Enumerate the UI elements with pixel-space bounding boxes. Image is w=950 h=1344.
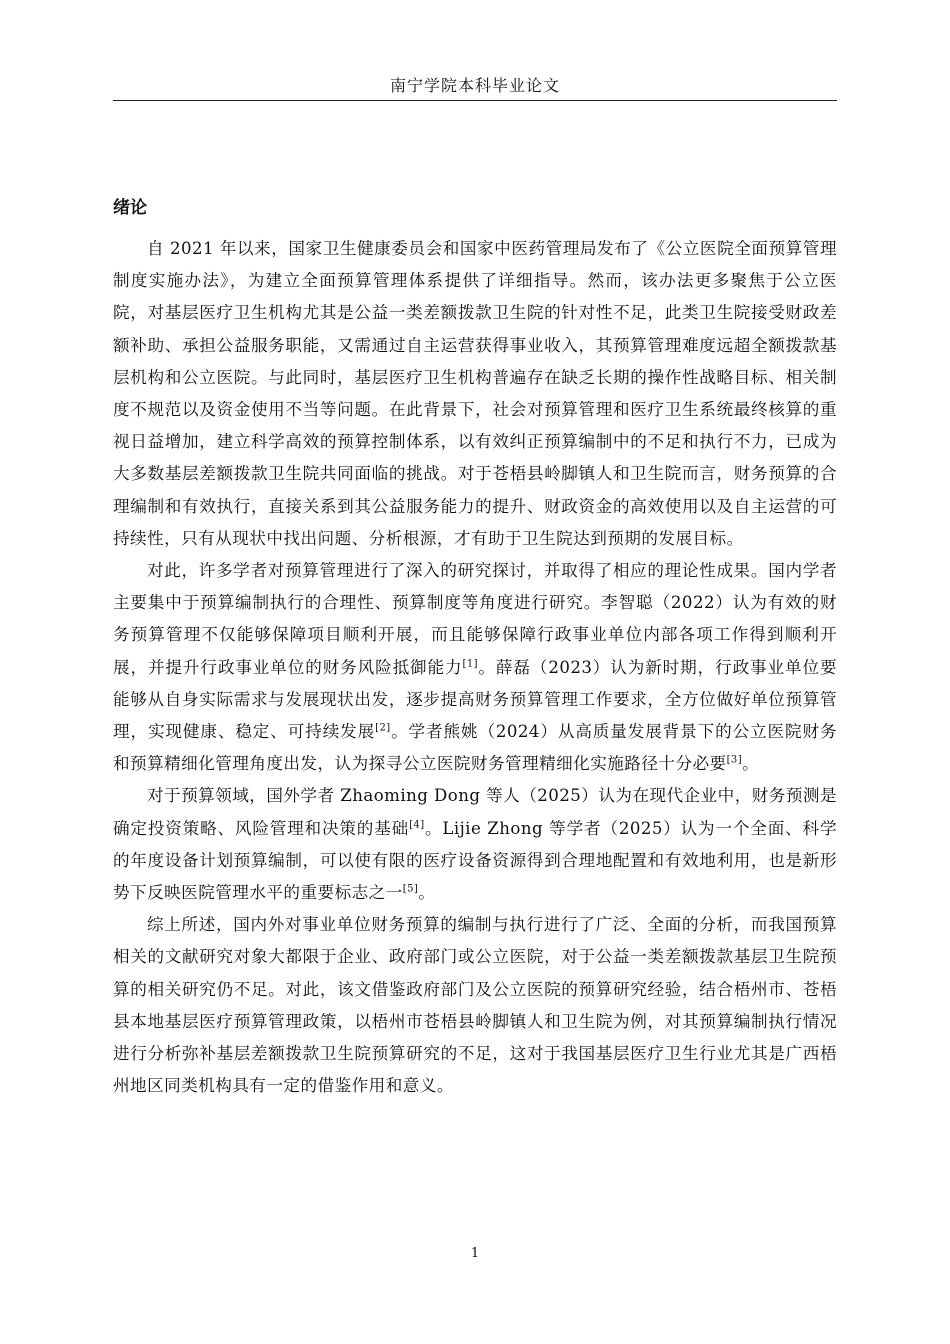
- section-heading: 绪论: [113, 198, 147, 218]
- paragraph-2-text: 。: [742, 754, 760, 774]
- citation-4: [4]: [409, 819, 425, 831]
- paragraph-3-text: 。: [418, 883, 436, 903]
- paragraph-1: 自 2021 年以来，国家卫生健康委员会和国家中医药管理局发布了《公立医院全面预算管理制度实施办法》，为建立全面预算管理体系提供了详细指导。然而，该办法更多聚焦于公立医院，对基层医疗卫生机构尤其是公益一类差额拨款卫生院的针对性不足，此类卫生院接受财政差额补助、承担公益服务职能，又需通过自主运营获得事业收入，其预算管理难度远超全额拨款基层机构和公立医院。与此同时，基层医疗卫生机构普遍存在缺乏长期的操作性战略目标、相关制度不规范以及资金使用不当等问题。在此背景下，社会对预算管理和医疗卫生系统最终核算的重视日益增加，建立科学高效的预算控制体系，以有效纠正预算编制中的不足和执行不力，已成为大多数基层差额拨款卫生院共同面临的挑战。对于苍梧县岭脚镇人和卫生院而言，财务预算的合理编制和有效执行，直接关系到其公益服务能力的提升、财政资金的高效使用以及自主运营的可持续性，只有从现状中找出问题、分析根源，才有助于卫生院达到预期的发展目标。: [113, 239, 837, 548]
- header-rule: [113, 100, 837, 101]
- paragraph-3-text: 对于预算领域，国外学者 Zhaoming Dong 等人（2025）认为在现代企业中，财务预测是确定投资策略、风险管理和决策的基础: [113, 786, 837, 838]
- citation-2: [2]: [375, 722, 391, 734]
- paragraph-2: [113, 555, 837, 780]
- paragraph-3-text: 。Lijie Zhong 等学者（2025）认为一个全面、科学的年度设备计划预算编制，可以使有限的医疗设备资源得到合理地配置和有效地利用，也是新形势下反映医院管理水平的重要标志之一: [113, 818, 838, 903]
- paragraph-2-text: 。薛磊（2023）认为新时期，行政事业单位要能够从自身实际需求与发展现状出发，逐步提高财务预算管理工作要求，全方位做好单位预算管理，实现健康、稳定、可持续发展: [113, 657, 837, 742]
- paragraph-3: [113, 780, 837, 909]
- paragraph-4: 综上所述，国内外对事业单位财务预算的编制与执行进行了广泛、全面的分析，而我国预算相关的文献研究对象大都限于企业、政府部门或公立医院，对于公益一类差额拨款基层卫生院预算的相关研究仍不足。对此，该文借鉴政府部门及公立医院的预算研究经验，结合梧州市、苍梧县本地基层医疗预算管理政策，以梧州市苍梧县岭脚镇人和卫生院为例，对其预算编制执行情况进行分析弥补基层差额拨款卫生院预算研究的不足，这对于我国基层医疗卫生行业尤其是广西梧州地区同类机构具有一定的借鉴作用和意义。: [113, 915, 837, 1096]
- running-header: 南宁学院本科毕业论文: [389, 76, 560, 95]
- paragraph-2-text: 对此，许多学者对预算管理进行了深入的研究探讨，并取得了相应的理论性成果。国内学者主要集中于预算编制执行的合理性、预算制度等角度进行研究。李智聪（2022）认为有效的财务预算管理不仅能够保障项目顺利开展，而且能够保障行政事业单位内部各项工作得到顺利开展，并提升行政事业单位的财务风险抵御能力: [113, 561, 837, 677]
- citation-5: [5]: [402, 883, 419, 895]
- citation-1: [1]: [462, 658, 478, 670]
- body-text: [113, 233, 837, 1102]
- paragraph-2-text: 。学者熊姚（2024）从高质量发展背景下的公立医院财务和预算精细化管理角度出发，认为探寻公立医院财务管理精细化实施路径十分必要: [113, 722, 838, 774]
- page-number: 1: [470, 1246, 480, 1261]
- citation-3: [3]: [726, 754, 743, 766]
